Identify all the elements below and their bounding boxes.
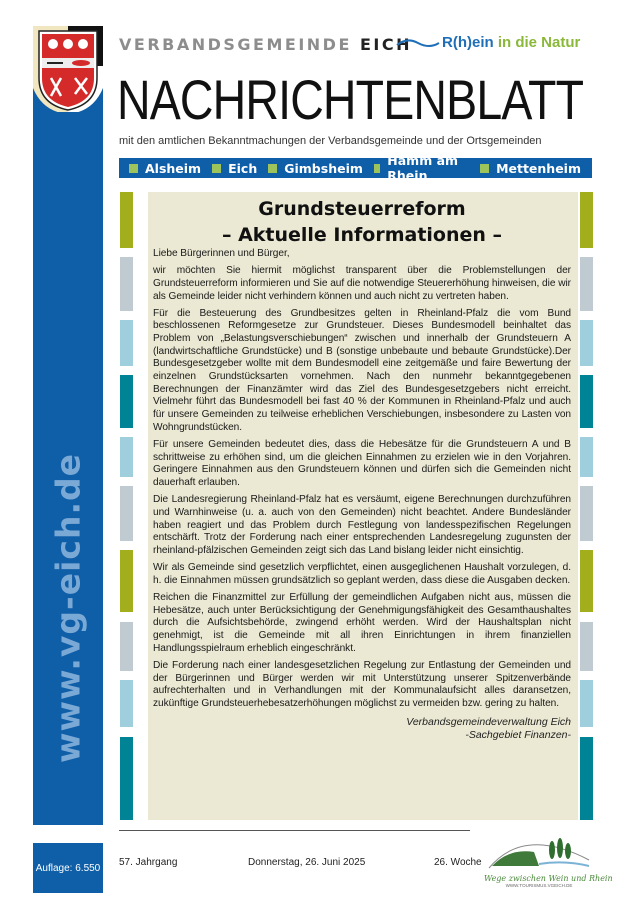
greeting: Liebe Bürgerinnen und Bürger, [153,248,290,259]
subtitle: mit den amtlichen Bekanntmachungen der Verbandsgemeinde und der Ortsgemeinden [119,135,542,147]
stripe-segment [120,257,133,311]
wave-icon [396,36,440,50]
stripe-segment [580,257,593,311]
square-icon [212,164,221,173]
stripe-segment [120,192,133,248]
article-title-line1: Grundsteuerreform [258,198,466,220]
location-eich [212,161,257,176]
locations-band [119,153,592,183]
square-icon [129,164,138,173]
article-title-line2: – Aktuelle Informationen – [221,224,503,246]
square-icon [268,164,277,173]
stripe-segment [120,550,133,612]
article [148,192,578,820]
slogan-green: in die Natur [497,34,581,51]
stripe-segment [580,622,593,671]
location-label: Eich [228,160,258,176]
stripe-segment [580,486,593,541]
footer-divider [119,830,470,831]
signature-line1: Verbandsgemeindeverwaltung Eich [406,716,571,729]
location-mettenheim [480,161,581,176]
stripe-segment [120,680,133,727]
square-icon [374,164,380,173]
logo-url: WWW.TOURISMUS.VGEICH.DE [505,883,573,888]
coat-of-arms-icon [33,26,103,112]
location-label: Gimbsheim [284,160,363,176]
slogan [442,34,580,51]
stripe-segment [580,192,593,248]
stripe-segment [120,737,133,820]
logo-text: Wege zwischen Wein und Rhein [484,874,613,883]
circulation: Auflage: 6.550 [33,843,103,893]
signature [153,716,571,742]
stripe-segment [120,486,133,541]
stripe-segment [580,437,593,477]
paragraph: Die Forderung nach einer landesgesetzlichen Regelung zur Entlastung der Gemeinden und der Bürgerinnen und Bürger werden wir mit Unterstützung unserer Spitzenverbände aufrechterhalten und in Verhandlungen mit der Kommunalaufsicht alles daransetzen, zukünftige Grundsteuerhebesatzerhöhungen möglichst zu vermeiden bzw. gering zu halten. [153,659,571,709]
week: 26. Woche [434,857,482,868]
website-url-text[interactable]: www.vg-eich.de [48,452,88,763]
stripe-segment [580,680,593,727]
org-prefix: VERBANDSGEMEINDE [119,35,352,54]
square-icon [480,164,489,173]
paragraph: Wir als Gemeinde sind gesetzlich verpflichtet, einen ausgeglichenen Haushalt vorzulegen, d. h. die Einnahmen müssen grundsätzlich so geplant werden, dass diese die Ausgaben decken. [153,562,571,586]
location-label: Mettenheim [496,160,581,176]
vineyard-icon [484,830,594,870]
paragraph: Reichen die Finanzmittel zur Erfüllung der gemeindlichen Aufgaben nicht aus, müssen die Hebesätze, auch unter Berücksichtigung der Genehmigungsfähigkeit des Gesamthaushaltes durch die Aufsichtsbehörde, zwingend erhöht werden. Wird der Haushaltsplan nicht genehmigt, ist die Gemeinde mit all ihren Einrichtungen in ihrem finanziellen Handlungsspielraum erheblich eingeschränkt. [153,591,571,654]
paragraph: wir möchten Sie hiermit möglichst transparent über die Problemstellungen der Grundsteuerreform informieren und Sie auf die notwendige Steuererhöhung hinweisen, die wir als Gemeinde leider nicht verhindern können und auch nicht zu vertreten haben. [153,265,571,302]
stripe-segment [120,320,133,366]
location-label: Hamm am Rhein [387,153,459,183]
location-alsheim [129,161,201,176]
location-gimbsheim [268,161,363,176]
org-name-bold: EICH [359,35,412,54]
signature-line2: -Sachgebiet Finanzen- [465,729,571,742]
tourism-logo [484,830,613,892]
stripe-segment [580,320,593,366]
stripe-segment [120,375,133,428]
paragraph: Die Landesregierung Rheinland-Pfalz hat es versäumt, eigene Berechnungen durchzuführen und Warnhinweise (u. a. auch von den Gemeinden) nicht beachtet. Andere Bundesländer haben reagiert und das Problem durch Festlegung von landesspezifischen Regelungen entschärft. Trotz der Forderung nach einer entsprechenden Landesregelung zugunsten der rheinland-pfälzischen Gemeinden zeigt sich das Land bislang leider nicht einsichtig. [153,494,571,556]
stripe-segment [580,550,593,612]
stripe-segment [580,737,593,820]
website-url[interactable] [33,410,103,805]
slogan-blue: R(h)ein [442,34,494,51]
location-label: Alsheim [145,160,202,176]
location-hamm [374,153,469,183]
org-name [119,35,412,54]
article-title [153,196,571,248]
stripe-segment [120,437,133,477]
volume: 57. Jahrgang [119,857,178,868]
paragraph: Für unsere Gemeinden bedeutet dies, dass die Hebesätze für die Grundsteuern A und B schrittweise zu erhöhen sind, um die gleichen Einnahmen zu erzielen wie in den Vorjahren. Geringere Einnahmen aus den Grundsteuern können und dürfen sich die Gemeinden nicht dauerhaft erlauben. [153,438,571,488]
stripe-segment [580,375,593,428]
page-title: NACHRICHTENBLATT [117,68,584,131]
stripe-segment [120,622,133,671]
paragraph: Für die Besteuerung des Grundbesitzes gelten in Rheinland-Pfalz die vom Bund beschlossenen Reformgesetze zur Grundsteuer. Dieses Bundesmodell beinhaltet das Problem von „Belastungsverschiebungen“ zwischen und innerhalb der Grundsteuern A (landwirtschaftliche Grundstücke) und B (sonstige unbebaute und bebaute Grundstücke).Der Bundesgesetzgeber wollte mit dem Bundesmodell eine zeitgemäße und faire Bewertung der einzelnen Grundstücksarten vornehmen. Nach den nunmehr bekanntgegebenen Berechnungen der Finanzämter wird das Ziel des Bundesgesetzgebers nicht erreicht. Vielmehr führt das Bundesmodell bei fast 40 % der Kommunen in Rheinland-Pfalz und auch für unsere Gemeinden zu teilweise erheblichen Verschiebungen, insbesondere zu Lasten von Wohngrundstücken. [153,307,571,433]
issue-date: Donnerstag, 26. Juni 2025 [248,857,366,868]
